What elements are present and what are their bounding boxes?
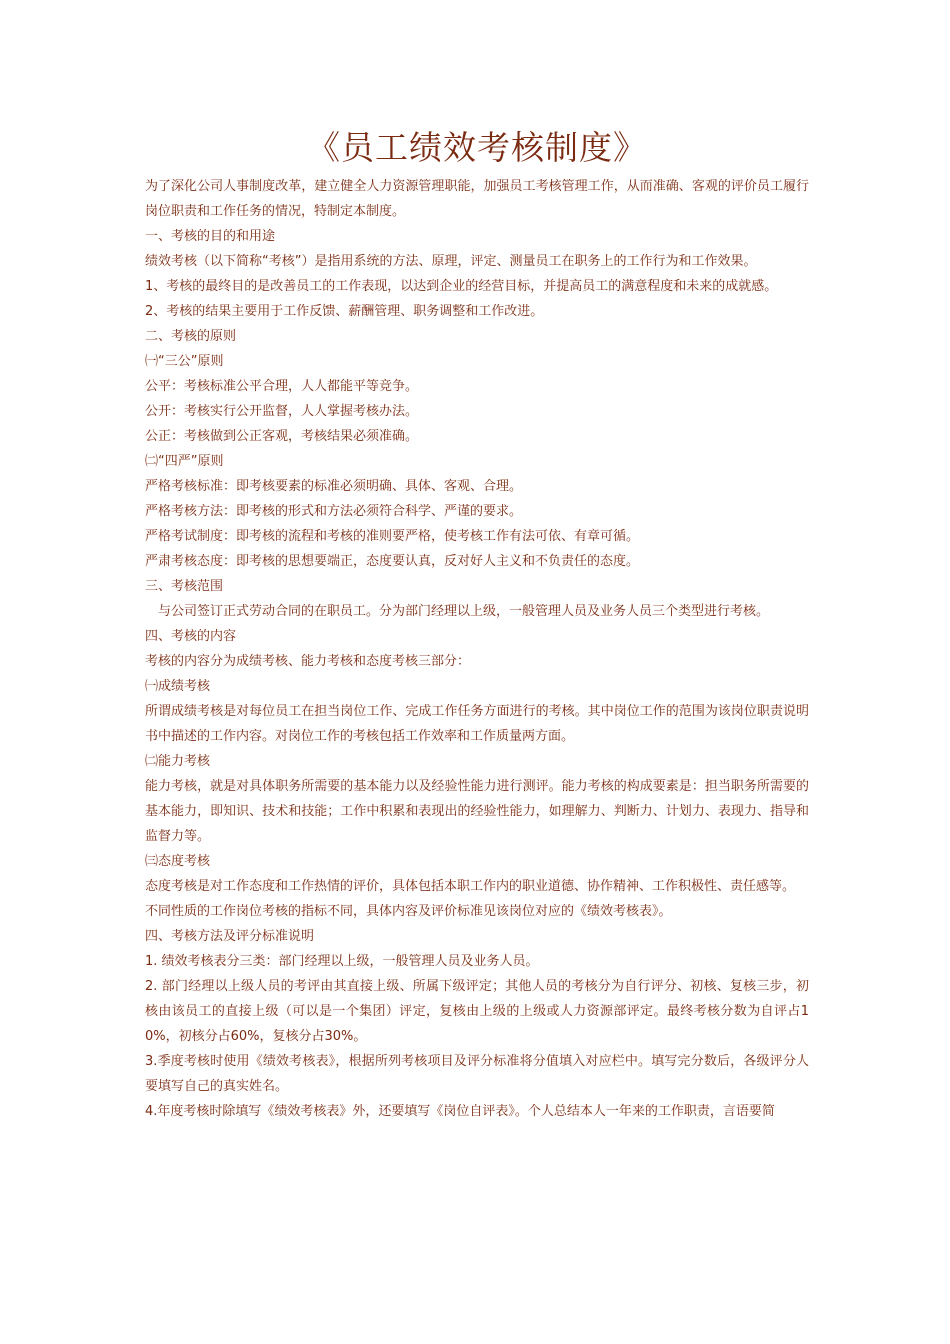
subheading: ㈡“四严”原则 bbox=[145, 454, 224, 469]
paragraph: 公平：考核标准公平合理，人人都能平等竞争。 bbox=[145, 379, 419, 394]
paragraph-intro: 为了深化公司人事制度改革，建立健全人力资源管理职能，加强员工考核管理工作，从而准确、客观的评价员工履行岗位职责和工作任务的情况，特制定本制度。 bbox=[145, 179, 809, 219]
document-body bbox=[145, 174, 809, 1124]
paragraph: 严格考试制度：即考核的流程和考核的准则要严格，使考核工作有法可依、有章可循。 bbox=[145, 529, 640, 544]
paragraph: 能力考核，就是对具体职务所需要的基本能力以及经验性能力进行测评。能力考核的构成要素是：担当职务所需要的基本能力，即知识、技术和技能；工作中积累和表现出的经验性能力，如理解力、判断力、计划力、表现力、指导和监督力等。 bbox=[145, 779, 809, 844]
paragraph: 严肃考核态度：即考核的思想要端正，态度要认真，反对好人主义和不负责任的态度。 bbox=[145, 554, 640, 569]
subheading: ㈠成绩考核 bbox=[145, 679, 211, 694]
paragraph: 不同性质的工作岗位考核的指标不同，具体内容及评价标准见该岗位对应的《绩效考核表》。 bbox=[145, 904, 672, 919]
section-heading-principles: 二、考核的原则 bbox=[145, 329, 237, 344]
paragraph: 与公司签订正式劳动合同的在职员工。分为部门经理以上级，一般管理人员及业务人员三个类型进行考核。 bbox=[158, 604, 770, 619]
paragraph: 4.年度考核时除填写《绩效考核表》外，还要填写《岗位自评表》。个人总结本人一年来的工作职责，言语要简 bbox=[145, 1104, 775, 1119]
paragraph: 公正：考核做到公正客观，考核结果必须准确。 bbox=[145, 429, 419, 444]
section-heading-scope: 三、考核范围 bbox=[145, 579, 224, 594]
section-heading-methods: 四、考核方法及评分标准说明 bbox=[145, 929, 315, 944]
section-heading-purpose: 一、考核的目的和用途 bbox=[145, 229, 276, 244]
paragraph: 2. 部门经理以上级人员的考评由其直接上级、所属下级评定；其他人员的考核分为自行评分、初核、复核三步，初核由该员工的直接上级（可以是一个集团）评定，复核由上级的上级或人力资源部评定。最终考核分数为自评占10%，初核分占60%，复核分占30%。 bbox=[145, 979, 809, 1044]
paragraph: 考核的内容分为成绩考核、能力考核和态度考核三部分： bbox=[145, 654, 471, 669]
section-heading-content: 四、考核的内容 bbox=[145, 629, 237, 644]
paragraph: 绩效考核（以下简称“考核”）是指用系统的方法、原理，评定、测量员工在职务上的工作行为和工作效果。 bbox=[145, 254, 757, 269]
subheading: ㈡能力考核 bbox=[145, 754, 211, 769]
paragraph: 态度考核是对工作态度和工作热情的评价，具体包括本职工作内的职业道德、协作精神、工作积极性、责任感等。 bbox=[145, 879, 796, 894]
paragraph: 严格考核方法：即考核的形式和方法必须符合科学、严谨的要求。 bbox=[145, 504, 523, 519]
paragraph: 公开：考核实行公开监督，人人掌握考核办法。 bbox=[145, 404, 419, 419]
document-title: 《员工绩效考核制度》 bbox=[307, 128, 647, 167]
paragraph: 3.季度考核时使用《绩效考核表》，根据所列考核项目及评分标准将分值填入对应栏中。填写完分数后，各级评分人要填写自己的真实姓名。 bbox=[145, 1054, 809, 1094]
subheading: ㈠“三公”原则 bbox=[145, 354, 224, 369]
subheading: ㈢态度考核 bbox=[145, 854, 211, 869]
paragraph: 所谓成绩考核是对每位员工在担当岗位工作、完成工作任务方面进行的考核。其中岗位工作的范围为该岗位职责说明书中描述的工作内容。对岗位工作的考核包括工作效率和工作质量两方面。 bbox=[145, 704, 809, 744]
paragraph: 1. 绩效考核表分三类：部门经理以上级，一般管理人员及业务人员。 bbox=[145, 954, 539, 969]
paragraph: 1、考核的最终目的是改善员工的工作表现，以达到企业的经营目标，并提高员工的满意程度和未来的成就感。 bbox=[145, 279, 778, 294]
paragraph: 严格考核标准：即考核要素的标准必须明确、具体、客观、合理。 bbox=[145, 479, 523, 494]
paragraph: 2、考核的结果主要用于工作反馈、薪酬管理、职务调整和工作改进。 bbox=[145, 304, 544, 319]
